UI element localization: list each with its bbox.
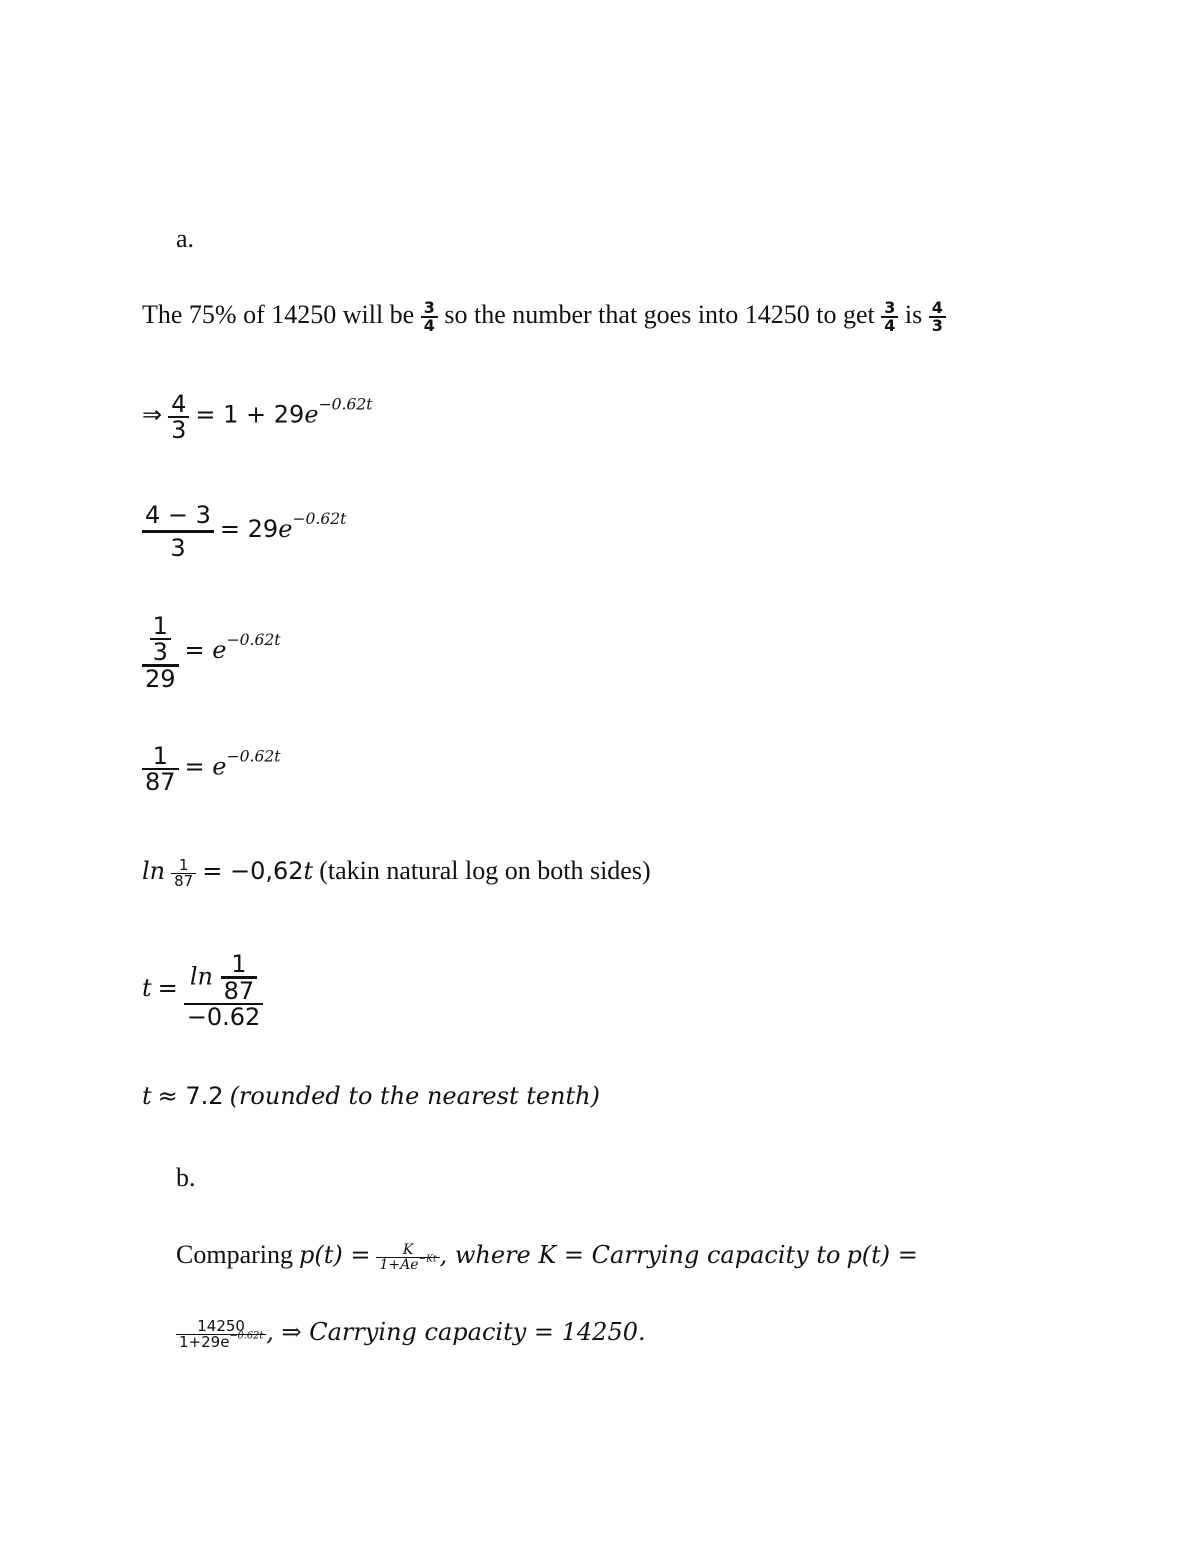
fraction-numerator: 1 [178, 855, 189, 874]
exponent: −0.62t [226, 630, 281, 649]
exponent: −0.62t [226, 747, 281, 766]
exponent: −0.62t [318, 395, 373, 414]
fraction-denominator: 4 [423, 316, 435, 336]
equation-3-rhs: = [184, 636, 213, 665]
denominator-base: 1+29e [179, 1332, 230, 1351]
denominator-base: 1+Ae [379, 1256, 419, 1273]
rounding-note: (rounded to the nearest tenth) [229, 1082, 600, 1110]
inner-numerator: 1 [231, 950, 247, 978]
equation-4 [142, 744, 281, 794]
fraction-denominator: 3 [171, 416, 187, 444]
natural-log: ln [189, 962, 214, 991]
equation-7 [142, 1082, 600, 1111]
part-b-line-2 [176, 1318, 646, 1350]
variable-t: t [142, 1082, 152, 1110]
equation-5-fraction [171, 855, 196, 890]
fraction-numerator: 3 [884, 298, 896, 318]
fraction-denominator: −0.62 [186, 1003, 261, 1031]
fraction-denominator: 87 [174, 871, 194, 890]
equation-4-fraction [142, 744, 179, 794]
given-fraction [176, 1316, 266, 1351]
logistic-lhs: p(t) = [299, 1241, 371, 1269]
inner-fraction [221, 952, 258, 1003]
logistic-fraction [376, 1243, 439, 1272]
equation-2-fraction [142, 503, 214, 560]
variable-t: t [142, 974, 152, 1003]
fraction-denominator: 3 [931, 316, 943, 336]
natural-log: ln [142, 857, 166, 885]
implies-arrow: ⇒ [142, 400, 163, 429]
intro-text-3: is [904, 300, 923, 329]
equation-2 [142, 503, 346, 560]
fraction-numerator: 3 [423, 298, 435, 318]
intro-text-2: so the number that goes into 14250 to get [444, 300, 875, 329]
equals-sign: = [157, 974, 178, 1003]
variable-t: t [303, 857, 314, 885]
exponent: −Kt [418, 1254, 437, 1265]
equation-5 [142, 856, 651, 889]
equation-2-rhs: = 29 [219, 515, 279, 544]
fraction-numerator [187, 952, 260, 1003]
inner-denominator: 3 [152, 638, 168, 666]
euler-e: e [212, 752, 227, 781]
fraction-numerator: 1 [152, 742, 168, 770]
intro-sentence [142, 300, 946, 334]
fraction-numerator: 4 − 3 [145, 501, 211, 529]
euler-e: e [212, 636, 227, 665]
fraction-numerator [147, 614, 174, 664]
equation-6 [142, 952, 263, 1029]
inner-numerator: 1 [152, 612, 168, 640]
equation-5-note: (takin natural log on both sides) [319, 856, 651, 885]
fraction-denominator [176, 1330, 266, 1351]
fraction-numerator: 4 [171, 390, 187, 418]
equation-3-fraction [142, 614, 179, 691]
fraction-denominator [376, 1254, 439, 1273]
exponent: −0.62t [292, 509, 347, 528]
fraction-denominator: 29 [145, 665, 176, 693]
fraction-denominator: 87 [145, 768, 176, 796]
equation-4-rhs: = [184, 752, 213, 781]
fraction-numerator: 4 [931, 298, 943, 318]
carrying-capacity-definition: , where K = Carrying capacity to [439, 1241, 841, 1269]
intro-text-1: The 75% of 14250 will be [142, 300, 415, 329]
inner-fraction [150, 614, 171, 664]
fraction-four-thirds [929, 300, 946, 334]
comparing-text: Comparing [176, 1240, 293, 1269]
approx-value: ≈ 7.2 [157, 1082, 224, 1110]
equation-6-fraction [184, 952, 264, 1029]
exponent: −0.62t [229, 1330, 264, 1342]
p-of-t-equals: p(t) = [846, 1241, 918, 1269]
part-a-label: a. [176, 224, 195, 253]
fraction-three-quarters [421, 300, 438, 334]
part-b-label: b. [176, 1163, 196, 1192]
inner-denominator: 87 [223, 977, 255, 1005]
euler-e: e [304, 400, 319, 429]
equation-5-rhs: = −0,62 [202, 857, 304, 885]
fraction-denominator: 4 [884, 316, 896, 336]
equation-1-rhs: = 1 + 29 [195, 400, 305, 429]
equation-3 [142, 614, 281, 691]
fraction-three-quarters-2 [881, 300, 898, 334]
equation-1-fraction [168, 392, 189, 442]
euler-e: e [278, 515, 293, 544]
carrying-capacity-result: , ⇒ Carrying capacity = 14250. [266, 1318, 646, 1346]
fraction-numerator: K [402, 1241, 414, 1258]
fraction-numerator: 14250 [197, 1316, 245, 1335]
fraction-denominator: 3 [170, 534, 186, 562]
part-b-line-1 [176, 1240, 918, 1272]
equation-1 [142, 392, 373, 442]
